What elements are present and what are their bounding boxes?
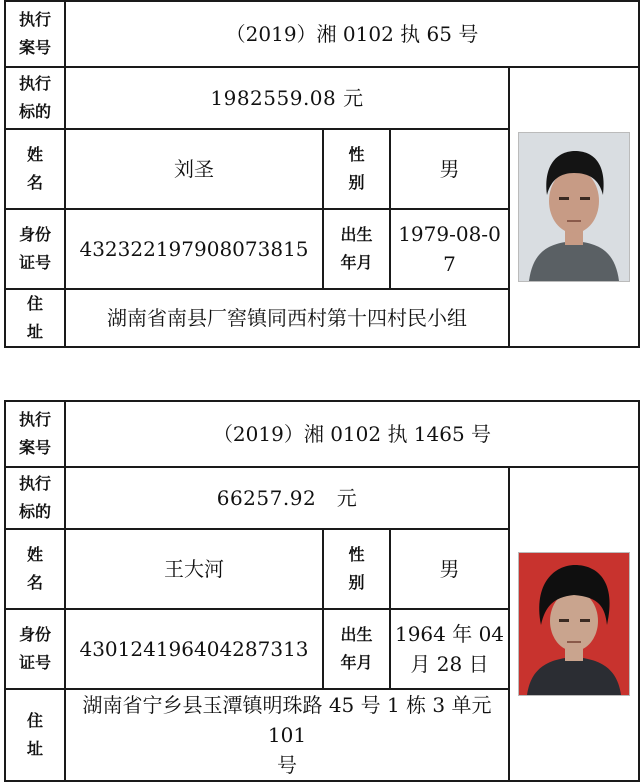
- record-table-1: [4, 0, 640, 348]
- birth-label: 出生 年月: [323, 209, 390, 289]
- id-number-value: 430124196404287313: [65, 609, 323, 689]
- id-number-label: 身份 证号: [5, 209, 65, 289]
- portrait-image: [519, 553, 629, 695]
- photo-cell: [509, 467, 639, 781]
- name-value: 王大河: [65, 529, 323, 609]
- record-card-1: [4, 0, 638, 348]
- gender-label: 性 别: [323, 129, 390, 209]
- portrait-image: [519, 133, 629, 281]
- name-label: 姓 名: [5, 529, 65, 609]
- case-number-value: （2019）湘 0102 执 1465 号: [65, 401, 639, 467]
- case-number-label: 执行 案号: [5, 1, 65, 67]
- address-value: 湖南省宁乡县玉潭镇明珠路 45 号 1 栋 3 单元 101 号: [65, 689, 509, 781]
- case-number-value: （2019）湘 0102 执 65 号: [65, 1, 639, 67]
- name-label: 姓 名: [5, 129, 65, 209]
- person-photo: [518, 552, 630, 696]
- person-photo: [518, 132, 630, 282]
- id-number-value: 432322197908073815: [65, 209, 323, 289]
- birth-label: 出生 年月: [323, 609, 390, 689]
- address-label: 住 址: [5, 289, 65, 347]
- birth-value: 1979-08-0 7: [390, 209, 509, 289]
- amount-label: 执行 标的: [5, 67, 65, 129]
- amount-label: 执行 标的: [5, 467, 65, 529]
- record-table-2: [4, 400, 640, 782]
- amount-value: 1982559.08 元: [65, 67, 509, 129]
- gender-label: 性 别: [323, 529, 390, 609]
- amount-value: 66257.92 元: [65, 467, 509, 529]
- address-value: 湖南省南县厂窖镇同西村第十四村民小组: [65, 289, 509, 347]
- id-number-label: 身份 证号: [5, 609, 65, 689]
- gender-value: 男: [390, 529, 509, 609]
- name-value: 刘圣: [65, 129, 323, 209]
- photo-cell: [509, 67, 639, 347]
- birth-value: 1964 年 04 月 28 日: [390, 609, 509, 689]
- record-card-2: [4, 400, 638, 782]
- address-label: 住 址: [5, 689, 65, 781]
- gender-value: 男: [390, 129, 509, 209]
- case-number-label: 执行 案号: [5, 401, 65, 467]
